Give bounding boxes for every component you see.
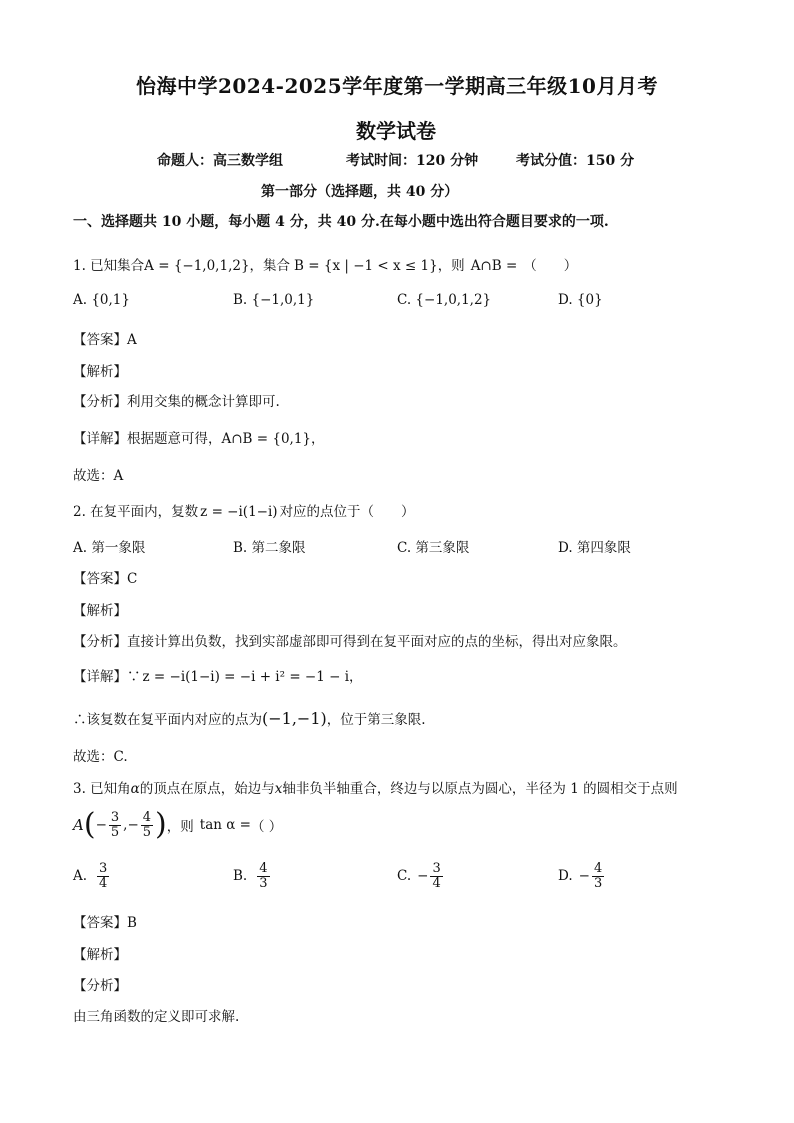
section-heading: 一、选择题共 10 小题，每小题 4 分，共 40 分.在每小题中选出符合题目要求的一项. (73, 214, 609, 230)
exam-subtitle: 数学试卷 (356, 119, 436, 143)
q3-jiexi: 【解析】 (73, 947, 127, 963)
q1-option-d: D. {0} (558, 292, 603, 308)
q2-jiexi: 【解析】 (73, 603, 127, 619)
q2-option-c: C. 第三象限 (397, 540, 470, 556)
exam-time: 考试时间：120 分钟 (346, 153, 479, 169)
q3-minus-1: − (95, 817, 107, 833)
q1-fenxi: 【分析】利用交集的概念计算即可. (73, 394, 280, 410)
q3-stem-a: 3. 已知角 (73, 781, 131, 797)
q2-stem-b: 对应的点位于（ ） (279, 504, 415, 520)
q3-point-x: $\frac{3}{5}$ (110, 809, 120, 840)
q3-fenxi: 【分析】 (73, 978, 127, 994)
q2-stem-a: 2. 在复平面内，复数 (73, 504, 199, 520)
q3-tan-expr: tan α = (199, 817, 251, 833)
q2-conclusion-a: ∴该复数在复平面内对应的点为 (73, 712, 262, 728)
q2-xiangjie (73, 665, 363, 685)
q1-stem (73, 254, 577, 274)
q2-conclusion (73, 708, 426, 728)
q1-set-b: B = {x | −1 < x ≤ 1} (294, 258, 438, 274)
q2-xiangjie-a: 【详解】∵ (73, 669, 141, 685)
q2-xiangjie-expr: z = −i(1−i) = −i + i² = −1 − i (142, 669, 350, 685)
q3-stem-e: （ ） (250, 819, 283, 835)
q3-left-paren: ( (83, 807, 96, 842)
q3-right-paren: ) (155, 807, 167, 842)
q2-answer: 【答案】C (73, 571, 138, 587)
exam-part: 第一部分（选择题，共 40 分） (261, 184, 459, 200)
q1-option-c: C. {−1,0,1,2} (397, 292, 492, 308)
q2-choose: 故选：C. (73, 749, 128, 765)
exam-title: 怡海中学2024-2025学年度第一学期高三年级10月月考 (136, 74, 658, 98)
q3-point-line (73, 807, 283, 842)
q3-comma: , (123, 817, 128, 833)
q1-choose: 故选：A (73, 468, 124, 484)
q3-stem-c: 轴非负半轴重合，终边与以原点为圆心，半径为 1 的圆相交于点则 (282, 781, 678, 797)
q2-option-d: D. 第四象限 (558, 540, 631, 556)
q2-conclusion-expr: (−1,−1) (262, 709, 327, 728)
q1-xiangjie (73, 427, 325, 447)
q2-option-a: A. 第一象限 (73, 540, 146, 556)
q3-option-a: A. $\frac{3}{4}$ (73, 861, 108, 891)
q1-xiangjie-expr: A∩B = {0,1} (221, 431, 312, 447)
q1-stem-a: 1. 已知集合 (73, 258, 145, 274)
q2-xiangjie-b: ， (349, 669, 363, 685)
q1-jiexi: 【解析】 (73, 364, 127, 380)
q3-stem (73, 777, 678, 797)
q2-option-b: B. 第二象限 (233, 540, 306, 556)
q1-option-a: A. {0,1} (73, 292, 130, 308)
q1-stem-c: ，则 (437, 258, 465, 274)
q1-expr: A∩B = (470, 258, 518, 274)
q3-alpha: α (130, 781, 140, 797)
q1-answer: 【答案】A (73, 332, 137, 348)
q3-stem-d: ，则 (166, 819, 194, 835)
q3-option-b: B. $\frac{4}{3}$ (233, 861, 268, 891)
exam-author: 命题人：高三数学组 (157, 153, 283, 169)
q1-set-a: A = {−1,0,1,2} (144, 258, 250, 274)
q2-stem (73, 500, 415, 520)
q3-minus-2: − (127, 817, 139, 833)
q3-option-c: C. − $\frac{3}{4}$ (397, 861, 441, 891)
q3-point-label: A (73, 816, 84, 834)
q1-xiangjie-b: ， (311, 431, 325, 447)
q3-option-d: D. − $\frac{4}{3}$ (558, 861, 603, 891)
q3-stem-b: 的顶点在原点，始边与 (139, 781, 275, 797)
q1-stem-d: （ ） (523, 258, 578, 274)
q2-fenxi: 【分析】直接计算出负数，找到实部虚部即可得到在复平面对应的点的坐标，得出对应象限。 (73, 634, 627, 650)
q2-expr: z = −i(1−i) (200, 504, 278, 520)
q1-xiangjie-a: 【详解】根据题意可得， (73, 431, 222, 447)
q3-fenxi-text: 由三角函数的定义即可求解. (73, 1009, 240, 1025)
q1-option-b: B. {−1,0,1} (233, 292, 315, 308)
q3-x: x (274, 781, 283, 797)
q2-conclusion-b: ，位于第三象限. (326, 712, 426, 728)
q1-stem-b: ，集合 (249, 258, 291, 274)
q3-answer: 【答案】B (73, 915, 137, 931)
q3-point-y: $\frac{4}{5}$ (142, 809, 152, 840)
exam-score: 考试分值：150 分 (516, 153, 635, 169)
